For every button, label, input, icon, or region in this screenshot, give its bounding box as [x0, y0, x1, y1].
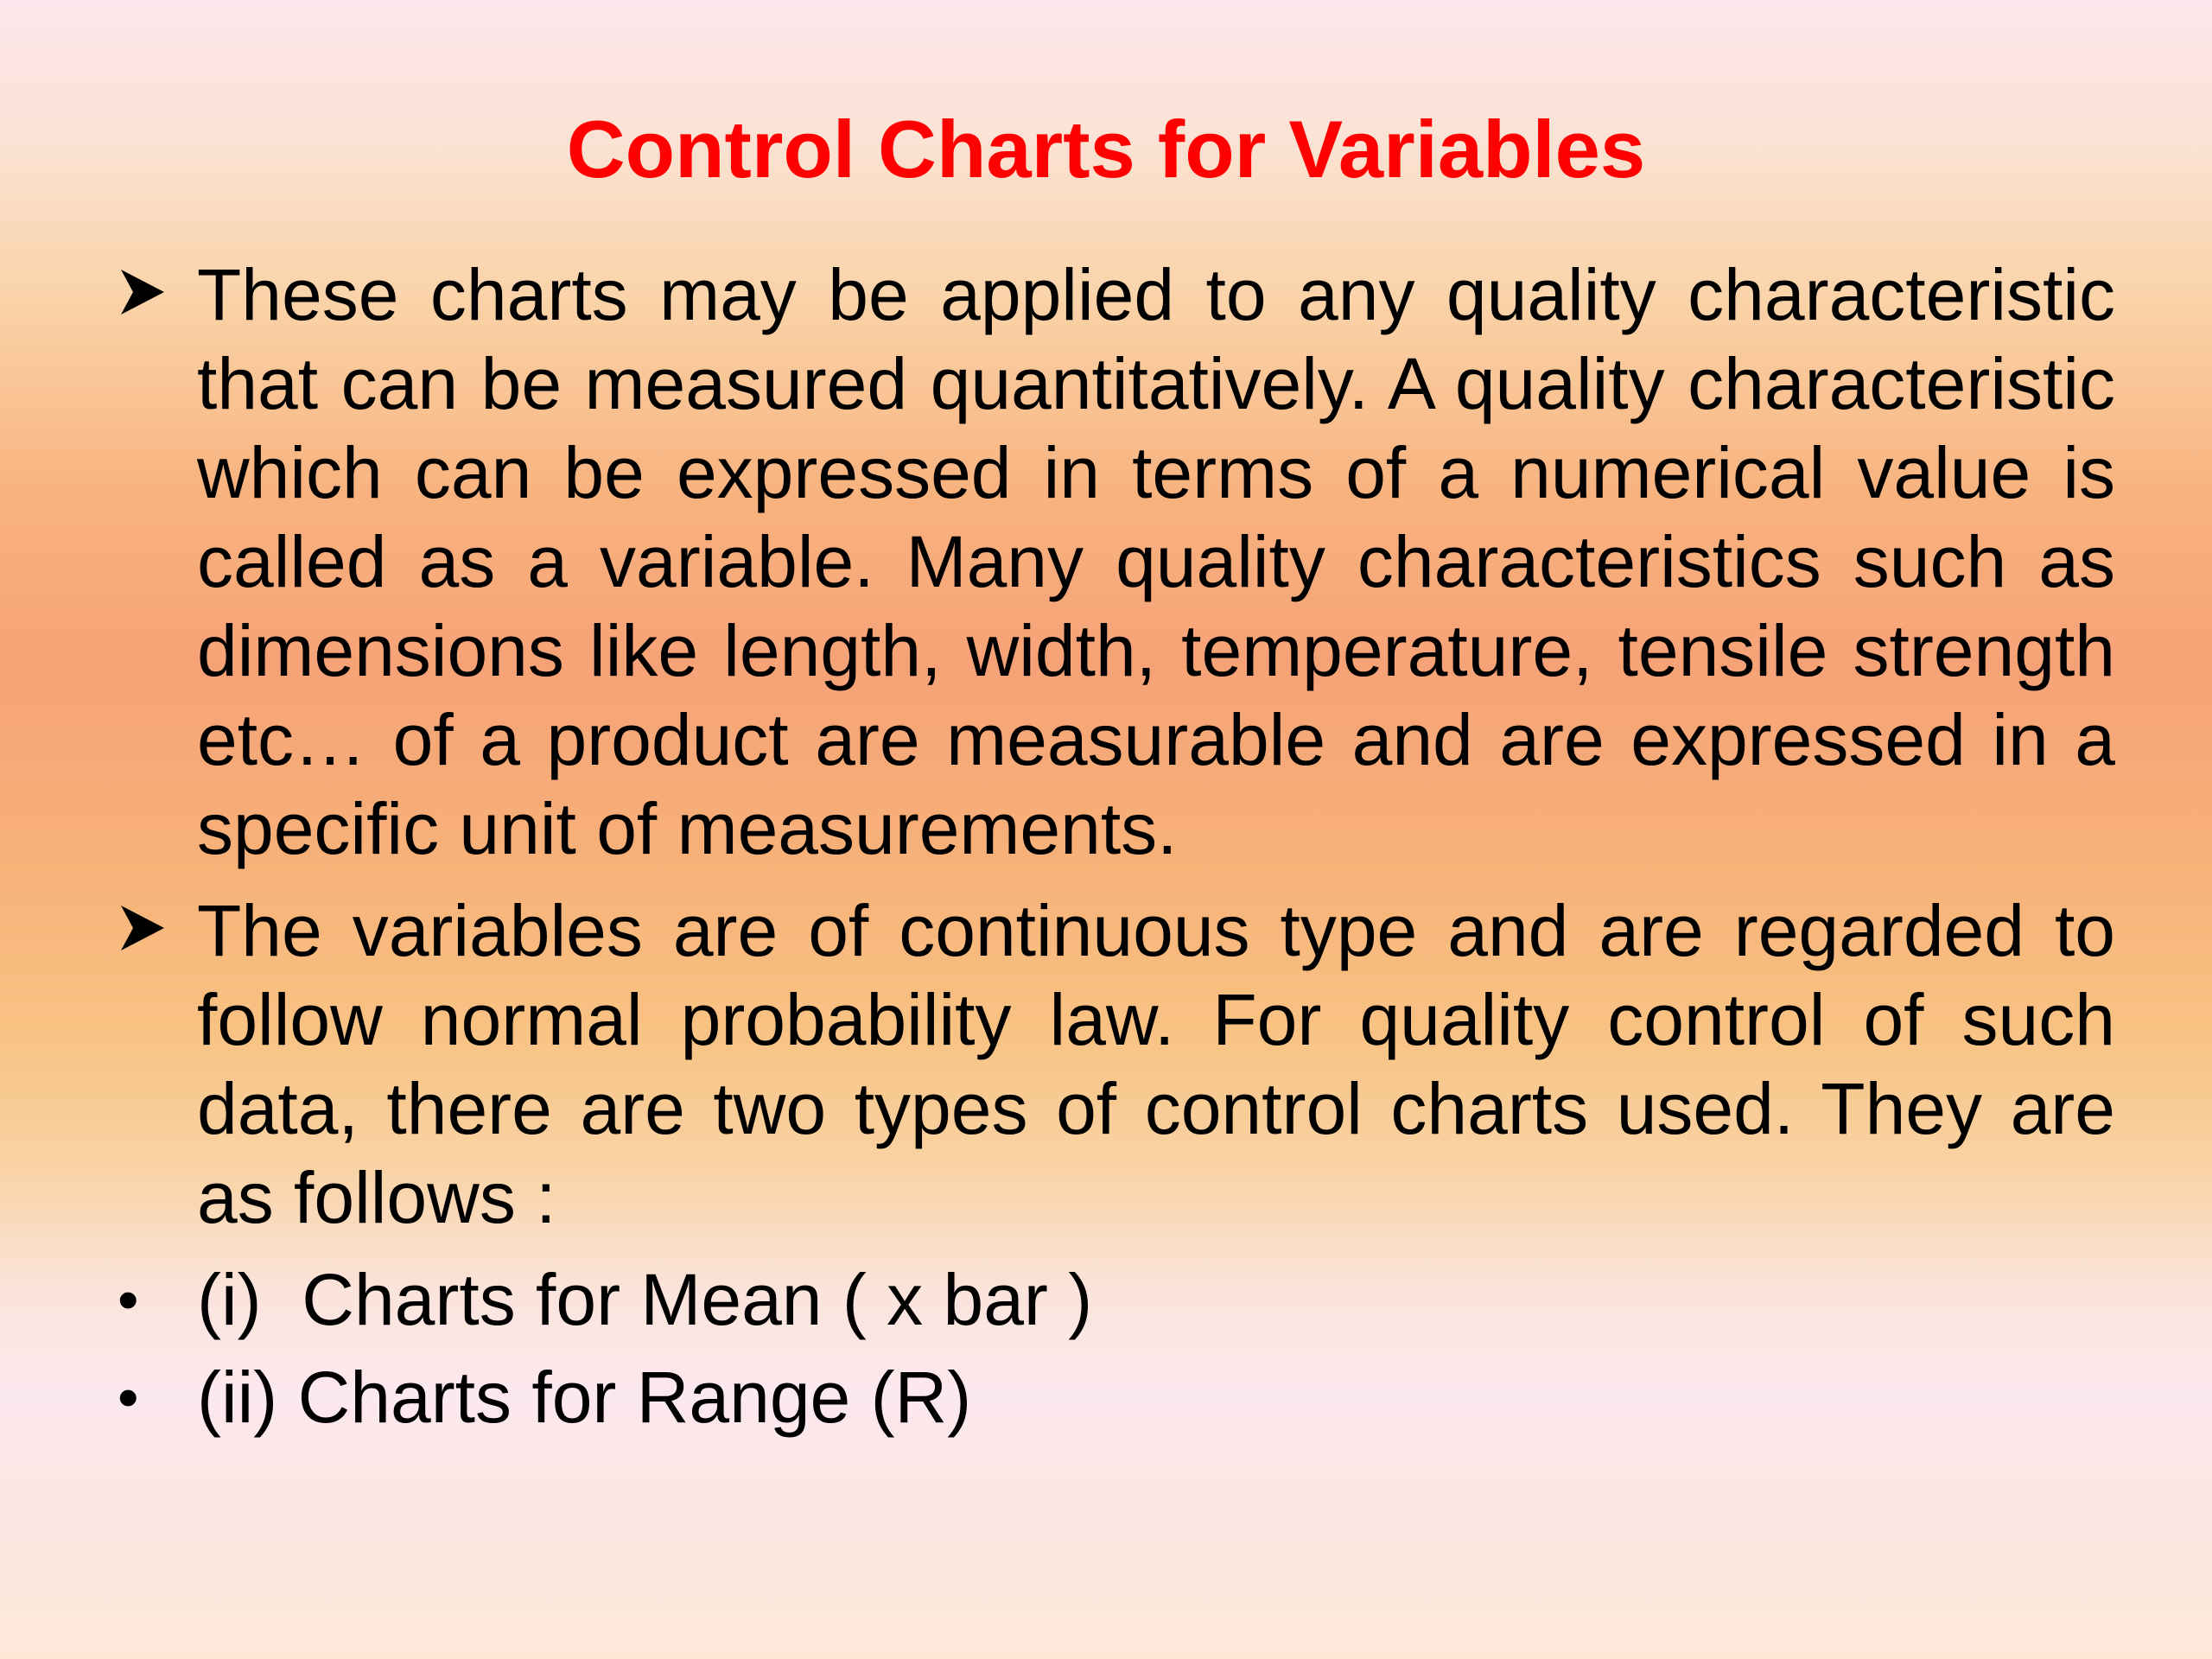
arrow-list-item [111, 251, 2115, 874]
dot-bullet: • [118, 1266, 139, 1333]
dot-list-item [111, 1353, 2115, 1442]
slide-title: Control Charts for Variables [566, 104, 1646, 194]
dot-item-text: (ii) Charts for Range (R) [197, 1357, 972, 1438]
dot-bullet: • [118, 1363, 139, 1431]
dot-list-item [111, 1255, 2115, 1344]
arrow-item-text: The variables are of continuous type and are regarded to follow normal probability law. For quality control of such data, there are two types of control charts used. They are as follows : [197, 890, 2115, 1238]
arrow-bullet-icon [116, 257, 168, 327]
arrow-item-text: These charts may be applied to any quality characteristic that can be measured quantitatively. A quality characteristic which can be expressed in terms of a numerical value is called as a variable. Many quality characteristics such as dimensions like length, width, temperature, tensile strength etc… of a product are measurable and are expressed in a specific unit of measurements. [197, 254, 2115, 869]
arrow-bullet-icon [116, 893, 168, 963]
arrow-list-item [111, 887, 2115, 1243]
slide-content [111, 251, 2115, 1442]
dot-item-text: (i) Charts for Mean ( x bar ) [197, 1259, 1093, 1340]
